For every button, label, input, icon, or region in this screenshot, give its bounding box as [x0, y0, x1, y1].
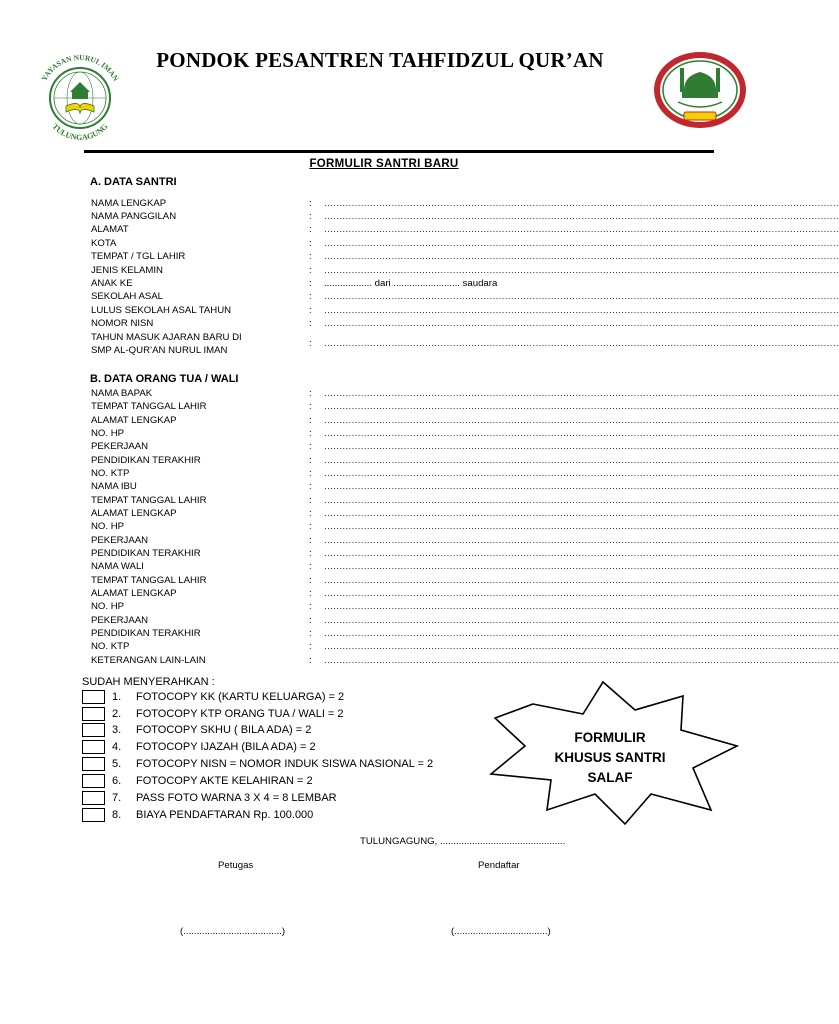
field-row[interactable]: NAMA IBU : ........................................................................................................................................................................	[91, 481, 839, 492]
pendaftar-label: Pendaftar	[478, 860, 520, 871]
checklist-item[interactable]: 6. FOTOCOPY AKTE KELAHIRAN = 2	[82, 774, 502, 790]
burst-line-1: FORMULIR	[574, 730, 646, 745]
field-row[interactable]: KOTA : ........................................................................................................................................................................	[91, 238, 839, 249]
field-row[interactable]: PENDIDIKAN TERAKHIR : ........................................................................................................................................................................	[91, 628, 839, 639]
field-row[interactable]: JENIS KELAMIN : ........................................................................................................................................................................	[91, 265, 839, 276]
section-b-title: B. DATA ORANG TUA / WALI	[90, 373, 239, 385]
field-row[interactable]: PENDIDIKAN TERAKHIR : ........................................................................................................................................................................	[91, 548, 839, 559]
checkbox[interactable]	[82, 774, 105, 788]
field-row[interactable]: NOMOR NISN : ........................................................................................................................................................................	[91, 318, 839, 329]
field-row[interactable]: TEMPAT / TGL LAHIR : ........................................................................................................................................................................	[91, 251, 839, 262]
signature-petugas[interactable]: (.....................................)	[180, 926, 286, 937]
field-row[interactable]: NAMA BAPAK : ........................................................................................................................................................................	[91, 388, 839, 399]
field-row[interactable]: PEKERJAAN : ........................................................................................................................................................................	[91, 615, 839, 626]
field-row-tahun-masuk[interactable]: TAHUN MASUK AJARAN BARU DI SMP AL-QUR’AN NURUL IMAN : ........................................................................................................................................................................	[91, 332, 839, 356]
checklist-item[interactable]: 8. BIAYA PENDAFTARAN Rp. 100.000	[82, 808, 502, 824]
checklist-item[interactable]: 7. PASS FOTO WARNA 3 X 4 = 8 LEMBAR	[82, 791, 502, 807]
field-row[interactable]: SEKOLAH ASAL : ........................................................................................................................................................................	[91, 291, 839, 302]
field-row[interactable]: LULUS SEKOLAH ASAL TAHUN : ........................................................................................................................................................................	[91, 305, 839, 316]
page-title: PONDOK PESANTREN TAHFIDZUL QUR’AN	[156, 48, 604, 72]
checkbox[interactable]	[82, 740, 105, 754]
field-row[interactable]: KETERANGAN LAIN-LAIN : ........................................................................................................................................................................	[91, 655, 839, 666]
field-row[interactable]: TEMPAT TANGGAL LAHIR : ........................................................................................................................................................................	[91, 495, 839, 506]
field-row[interactable]: PENDIDIKAN TERAKHIR : ........................................................................................................................................................................	[91, 455, 839, 466]
yayasan-logo-icon	[30, 48, 130, 148]
burst-text	[510, 728, 710, 788]
field-row[interactable]: NO. HP : ........................................................................................................................................................................	[91, 521, 839, 532]
logo-top-text: YAYASAN NURUL IMAN	[39, 52, 121, 83]
field-row[interactable]: PEKERJAAN : ........................................................................................................................................................................	[91, 535, 839, 546]
form-title: FORMULIR SANTRI BARU	[309, 158, 459, 170]
checklist-item[interactable]: 1. FOTOCOPY KK (KARTU KELUARGA) = 2	[82, 690, 502, 706]
field-row[interactable]: TEMPAT TANGGAL LAHIR : ........................................................................................................................................................................	[91, 575, 839, 586]
checkbox[interactable]	[82, 808, 105, 822]
checkbox[interactable]	[82, 707, 105, 721]
checkbox[interactable]	[82, 757, 105, 771]
logo-bottom-text: TULUNGAGUNG	[50, 121, 110, 143]
field-row[interactable]: ALAMAT : ........................................................................................................................................................................	[91, 224, 839, 235]
field-row[interactable]: NO. HP : ........................................................................................................................................................................	[91, 428, 839, 439]
submitted-title: SUDAH MENYERAHKAN :	[82, 676, 215, 688]
field-row[interactable]: NAMA WALI : ........................................................................................................................................................................	[91, 561, 839, 572]
field-row[interactable]: ALAMAT LENGKAP : ........................................................................................................................................................................	[91, 415, 839, 426]
burst-line-2: KHUSUS SANTRI	[554, 750, 666, 765]
header-divider	[84, 150, 714, 153]
field-row[interactable]: NO. KTP : ........................................................................................................................................................................	[91, 468, 839, 479]
field-row[interactable]: NO. KTP : ........................................................................................................................................................................	[91, 641, 839, 652]
field-row[interactable]: PEKERJAAN : ........................................................................................................................................................................	[91, 441, 839, 452]
signature-pendaftar[interactable]: (...................................)	[451, 926, 551, 937]
checklist-item[interactable]: 3. FOTOCOPY SKHU ( BILA ADA) = 2	[82, 723, 502, 739]
burst-line-3: SALAF	[587, 770, 633, 785]
checklist-item[interactable]: 2. FOTOCOPY KTP ORANG TUA / WALI = 2	[82, 707, 502, 723]
checkbox[interactable]	[82, 791, 105, 805]
checklist-item[interactable]: 5. FOTOCOPY NISN = NOMOR INDUK SISWA NASIONAL = 2	[82, 757, 502, 773]
section-a-title: A. DATA SANTRI	[90, 176, 177, 188]
field-row[interactable]: NAMA PANGGILAN : ........................................................................................................................................................................	[91, 211, 839, 222]
field-row[interactable]: NO. HP : ........................................................................................................................................................................	[91, 601, 839, 612]
checkbox[interactable]	[82, 690, 105, 704]
checkbox[interactable]	[82, 723, 105, 737]
field-row[interactable]: TEMPAT TANGGAL LAHIR : ........................................................................................................................................................................	[91, 401, 839, 412]
field-row[interactable]: NAMA LENGKAP : ........................................................................................................................................................................	[91, 198, 839, 209]
field-row-anak-ke[interactable]: ANAK KE : .................. dari ......................... saudara	[91, 278, 498, 289]
field-row[interactable]: ALAMAT LENGKAP : ........................................................................................................................................................................	[91, 508, 839, 519]
petugas-label: Petugas	[218, 860, 254, 871]
pesantren-emblem-icon	[650, 50, 750, 132]
field-row[interactable]: ALAMAT LENGKAP : ........................................................................................................................................................................	[91, 588, 839, 599]
checklist-item[interactable]: 4. FOTOCOPY IJAZAH (BILA ADA) = 2	[82, 740, 502, 756]
city-date[interactable]: TULUNGAGUNG, ...............................................	[360, 836, 566, 847]
